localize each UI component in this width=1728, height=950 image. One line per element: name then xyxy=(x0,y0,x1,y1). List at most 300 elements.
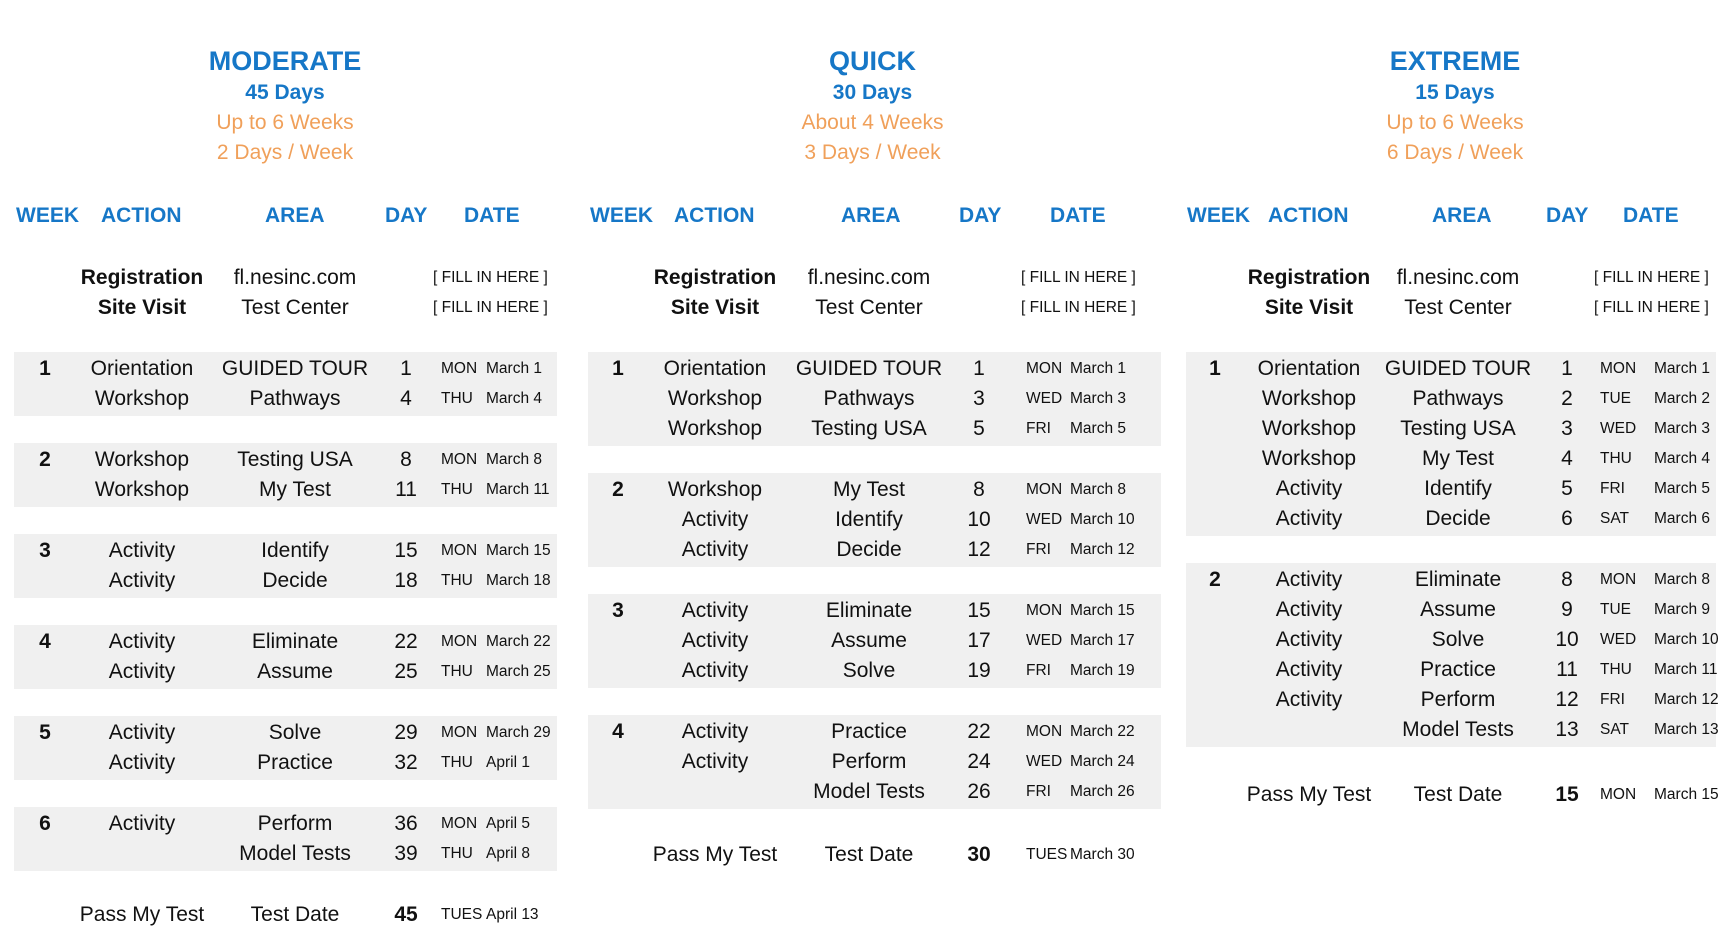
plan-duration: Up to 6 Weeks xyxy=(216,111,354,134)
day-of-week: WED xyxy=(1026,511,1063,528)
week-number: 5 xyxy=(39,721,51,744)
setup-area: Test Center xyxy=(1404,296,1512,319)
action: Activity xyxy=(1275,568,1343,591)
action: Activity xyxy=(1275,507,1343,530)
day-of-week: THU xyxy=(441,663,473,680)
area: Decide xyxy=(1425,507,1491,530)
schedule-row xyxy=(1186,504,1716,534)
calendar-date: March 11 xyxy=(1654,661,1718,678)
day-of-week: MON xyxy=(1026,481,1063,498)
action: Activity xyxy=(681,750,749,773)
header-week: WEEK xyxy=(1187,204,1250,227)
area: Solve xyxy=(842,659,896,682)
day-number: 4 xyxy=(400,387,412,410)
schedule-row xyxy=(1186,414,1716,444)
day-of-week: MON xyxy=(441,360,478,377)
final-day-of-week: TUES xyxy=(441,906,483,923)
action: Workshop xyxy=(1261,417,1357,440)
day-of-week: SAT xyxy=(1600,721,1629,738)
schedule-row xyxy=(588,777,1161,807)
action: Activity xyxy=(681,659,749,682)
day-number: 11 xyxy=(1556,658,1578,681)
action: Orientation xyxy=(90,357,194,380)
day-number: 17 xyxy=(967,629,991,652)
day-of-week: FRI xyxy=(1026,783,1051,800)
calendar-date: March 8 xyxy=(486,451,542,468)
day-of-week: FRI xyxy=(1026,420,1051,437)
day-of-week: SAT xyxy=(1600,510,1629,527)
day-number: 29 xyxy=(394,721,418,744)
week-number: 1 xyxy=(39,357,51,380)
schedule-row xyxy=(588,384,1161,414)
header-week: WEEK xyxy=(16,204,79,227)
schedule-row xyxy=(588,656,1161,686)
area: Assume xyxy=(1420,598,1496,621)
calendar-date: March 15 xyxy=(486,542,551,559)
calendar-date: March 4 xyxy=(486,390,542,407)
action: Activity xyxy=(108,569,176,592)
day-number: 4 xyxy=(1561,447,1573,470)
calendar-date: April 8 xyxy=(486,845,530,862)
area: Assume xyxy=(831,629,907,652)
week-group xyxy=(1186,563,1719,747)
calendar-date: March 17 xyxy=(1070,632,1135,649)
action: Workshop xyxy=(94,387,190,410)
day-of-week: MON xyxy=(1026,360,1063,377)
calendar-date: March 5 xyxy=(1070,420,1126,437)
week-group xyxy=(14,443,557,507)
day-number: 1 xyxy=(973,357,985,380)
setup-action: Site Visit xyxy=(1264,296,1354,319)
final-day-of-week: TUES xyxy=(1026,846,1068,863)
final-area: Test Date xyxy=(824,843,914,866)
week-number: 2 xyxy=(1209,568,1221,591)
week-number: 6 xyxy=(39,812,51,835)
setup-date-placeholder: [ FILL IN HERE ] xyxy=(1594,269,1709,286)
schedule-row xyxy=(1186,474,1716,504)
calendar-date: March 6 xyxy=(1654,510,1710,527)
day-of-week: MON xyxy=(441,724,478,741)
day-of-week: FRI xyxy=(1600,480,1625,497)
day-number: 25 xyxy=(394,660,418,683)
day-of-week: FRI xyxy=(1026,662,1051,679)
schedule-row xyxy=(588,626,1161,656)
plan-title: MODERATE xyxy=(208,46,362,76)
week-group xyxy=(14,625,557,689)
plan-days: 30 Days xyxy=(832,81,913,104)
action: Activity xyxy=(681,538,749,561)
schedule-row xyxy=(14,839,557,869)
plan-frequency: 3 Days / Week xyxy=(804,141,941,164)
schedule-row xyxy=(14,566,557,596)
header-action: ACTION xyxy=(1268,204,1349,227)
area: Testing USA xyxy=(1400,417,1516,440)
action: Workshop xyxy=(667,478,763,501)
setup-area: fl.nesinc.com xyxy=(807,266,931,289)
schedule-row xyxy=(14,748,557,778)
final-day: 30 xyxy=(967,843,991,866)
area: Decide xyxy=(836,538,902,561)
area: Pathways xyxy=(249,387,341,410)
day-number: 24 xyxy=(967,750,991,773)
week-group xyxy=(14,352,557,416)
action: Activity xyxy=(108,751,176,774)
schedule-row xyxy=(14,627,557,657)
area: Decide xyxy=(262,569,328,592)
week-number: 2 xyxy=(612,478,624,501)
calendar-date: March 4 xyxy=(1654,450,1710,467)
day-number: 1 xyxy=(400,357,412,380)
day-number: 32 xyxy=(394,751,418,774)
calendar-date: April 5 xyxy=(486,815,530,832)
schedule-row xyxy=(1186,655,1716,685)
calendar-date: March 8 xyxy=(1654,571,1710,588)
area: Model Tests xyxy=(239,842,351,865)
calendar-date: March 22 xyxy=(1070,723,1135,740)
day-of-week: THU xyxy=(1600,450,1632,467)
calendar-date: March 10 xyxy=(1070,511,1135,528)
action: Workshop xyxy=(1261,387,1357,410)
action: Activity xyxy=(108,630,176,653)
plan-frequency: 6 Days / Week xyxy=(1386,141,1524,164)
schedule-row xyxy=(588,505,1161,535)
action: Workshop xyxy=(667,417,763,440)
action: Activity xyxy=(681,599,749,622)
day-of-week: THU xyxy=(441,845,473,862)
day-of-week: THU xyxy=(441,390,473,407)
calendar-date: March 15 xyxy=(1070,602,1135,619)
header-week: WEEK xyxy=(590,204,653,227)
day-number: 9 xyxy=(1561,598,1573,621)
plan-title: EXTREME xyxy=(1389,46,1521,76)
schedule-row xyxy=(588,596,1161,626)
week-group xyxy=(14,534,557,598)
action: Activity xyxy=(108,660,176,683)
day-number: 10 xyxy=(967,508,991,531)
day-of-week: WED xyxy=(1026,753,1063,770)
area: Perform xyxy=(831,750,907,773)
area: Eliminate xyxy=(251,630,339,653)
action: Activity xyxy=(681,508,749,531)
plan-duration: About 4 Weeks xyxy=(801,111,944,134)
final-action: Pass My Test xyxy=(79,903,205,926)
area: Perform xyxy=(257,812,333,835)
day-of-week: THU xyxy=(441,572,473,589)
area: GUIDED TOUR xyxy=(795,357,943,380)
week-group xyxy=(14,807,557,871)
setup-row xyxy=(584,263,1161,293)
action: Orientation xyxy=(663,357,767,380)
calendar-date: March 1 xyxy=(1070,360,1126,377)
day-of-week: FRI xyxy=(1600,691,1625,708)
final-action: Pass My Test xyxy=(652,843,778,866)
setup-row xyxy=(0,293,570,323)
day-of-week: MON xyxy=(1026,723,1063,740)
calendar-date: March 29 xyxy=(486,724,551,741)
setup-action: Registration xyxy=(653,266,777,289)
action: Activity xyxy=(681,629,749,652)
setup-row xyxy=(1182,293,1728,323)
header-date: DATE xyxy=(1623,204,1679,227)
action: Activity xyxy=(1275,688,1343,711)
week-group xyxy=(588,594,1161,688)
column-headers xyxy=(1182,204,1728,232)
setup-action: Site Visit xyxy=(670,296,760,319)
schedule-row xyxy=(1186,384,1716,414)
day-of-week: TUE xyxy=(1600,601,1631,618)
area: My Test xyxy=(259,478,331,501)
setup-action: Site Visit xyxy=(97,296,187,319)
header-day: DAY xyxy=(1546,204,1589,227)
day-of-week: MON xyxy=(441,633,478,650)
plan-days: 15 Days xyxy=(1415,81,1495,104)
day-number: 8 xyxy=(1561,568,1573,591)
day-number: 5 xyxy=(1561,477,1573,500)
calendar-date: March 5 xyxy=(1654,480,1710,497)
calendar-date: March 10 xyxy=(1654,631,1719,648)
area: Practice xyxy=(257,751,333,774)
plan-heading xyxy=(0,44,570,168)
setup-area: Test Center xyxy=(815,296,923,319)
calendar-date: March 9 xyxy=(1654,601,1710,618)
setup-date-placeholder: [ FILL IN HERE ] xyxy=(1021,269,1136,286)
schedule-row xyxy=(588,717,1161,747)
calendar-date: March 1 xyxy=(486,360,542,377)
header-date: DATE xyxy=(1050,204,1106,227)
day-of-week: WED xyxy=(1026,390,1063,407)
week-number: 3 xyxy=(612,599,624,622)
setup-area: fl.nesinc.com xyxy=(1396,266,1520,289)
test-date-row xyxy=(584,840,1161,870)
week-group xyxy=(1186,352,1716,536)
calendar-date: March 2 xyxy=(1654,390,1710,407)
week-group xyxy=(14,716,557,780)
setup-date-placeholder: [ FILL IN HERE ] xyxy=(1594,299,1709,316)
week-group xyxy=(588,352,1161,446)
day-number: 39 xyxy=(394,842,418,865)
day-of-week: FRI xyxy=(1026,541,1051,558)
final-action: Pass My Test xyxy=(1246,783,1372,806)
schedule-row xyxy=(14,354,557,384)
action: Activity xyxy=(681,720,749,743)
day-of-week: MON xyxy=(441,451,478,468)
schedule-row xyxy=(1186,685,1719,715)
schedule-row xyxy=(14,475,557,505)
day-number: 8 xyxy=(400,448,412,471)
day-number: 36 xyxy=(394,812,418,835)
column-headers xyxy=(584,204,1161,232)
plan-heading xyxy=(584,44,1161,168)
day-number: 3 xyxy=(1561,417,1573,440)
final-day-of-week: MON xyxy=(1600,786,1637,803)
day-of-week: THU xyxy=(441,481,473,498)
header-day: DAY xyxy=(959,204,1002,227)
schedule-row xyxy=(588,535,1161,565)
plan-days: 45 Days xyxy=(245,81,325,104)
day-number: 1 xyxy=(1561,357,1573,380)
area: Pathways xyxy=(823,387,915,410)
area: Testing USA xyxy=(237,448,353,471)
area: Model Tests xyxy=(813,780,925,803)
schedule-row xyxy=(14,657,557,687)
setup-section xyxy=(0,263,570,323)
day-of-week: WED xyxy=(1600,631,1637,648)
final-area: Test Date xyxy=(250,903,340,926)
calendar-date: March 8 xyxy=(1070,481,1126,498)
setup-area: fl.nesinc.com xyxy=(233,266,357,289)
week-number: 2 xyxy=(39,448,51,471)
action: Workshop xyxy=(94,478,190,501)
action: Activity xyxy=(1275,477,1343,500)
day-number: 13 xyxy=(1555,718,1579,741)
schedule-row xyxy=(14,384,557,414)
day-number: 26 xyxy=(967,780,991,803)
header-action: ACTION xyxy=(674,204,755,227)
day-number: 22 xyxy=(394,630,418,653)
calendar-date: March 1 xyxy=(1654,360,1710,377)
week-group xyxy=(588,715,1161,809)
schedule-row xyxy=(14,445,557,475)
setup-action: Registration xyxy=(1247,266,1371,289)
day-number: 8 xyxy=(973,478,985,501)
plan-title: QUICK xyxy=(829,46,916,76)
area: Solve xyxy=(1431,628,1485,651)
week-number: 1 xyxy=(1209,357,1221,380)
day-number: 11 xyxy=(395,478,417,501)
test-date-row xyxy=(0,900,570,930)
day-number: 22 xyxy=(967,720,991,743)
schedule-row xyxy=(588,414,1161,444)
area: Solve xyxy=(268,721,322,744)
area: Eliminate xyxy=(1414,568,1502,591)
final-area: Test Date xyxy=(1413,783,1503,806)
day-number: 5 xyxy=(973,417,985,440)
setup-row xyxy=(1182,263,1728,293)
final-date: March 15 xyxy=(1654,786,1719,803)
day-of-week: MON xyxy=(1600,360,1637,377)
day-number: 3 xyxy=(973,387,985,410)
day-of-week: TUE xyxy=(1600,390,1631,407)
day-of-week: MON xyxy=(441,542,478,559)
area: Identify xyxy=(835,508,903,531)
action: Activity xyxy=(1275,598,1343,621)
final-day: 15 xyxy=(1555,783,1579,806)
setup-row xyxy=(0,263,570,293)
setup-area: Test Center xyxy=(241,296,349,319)
day-number: 12 xyxy=(967,538,991,561)
schedule-row xyxy=(1186,565,1716,595)
header-area: AREA xyxy=(841,204,901,227)
area: Assume xyxy=(257,660,333,683)
calendar-date: March 12 xyxy=(1070,541,1135,558)
final-date: April 13 xyxy=(486,906,539,923)
schedule-row xyxy=(588,747,1161,777)
calendar-date: March 12 xyxy=(1654,691,1719,708)
setup-date-placeholder: [ FILL IN HERE ] xyxy=(433,269,548,286)
setup-date-placeholder: [ FILL IN HERE ] xyxy=(1021,299,1136,316)
plan-frequency: 2 Days / Week xyxy=(216,141,354,164)
schedule-row xyxy=(14,718,557,748)
area: Eliminate xyxy=(825,599,913,622)
area: Perform xyxy=(1420,688,1496,711)
header-area: AREA xyxy=(265,204,325,227)
week-number: 3 xyxy=(39,539,51,562)
day-number: 10 xyxy=(1555,628,1579,651)
day-number: 18 xyxy=(394,569,418,592)
setup-date-placeholder: [ FILL IN HERE ] xyxy=(433,299,548,316)
calendar-date: March 25 xyxy=(486,663,551,680)
action: Workshop xyxy=(1261,447,1357,470)
setup-section xyxy=(584,263,1161,323)
calendar-date: March 26 xyxy=(1070,783,1135,800)
area: Pathways xyxy=(1412,387,1504,410)
action: Activity xyxy=(108,812,176,835)
day-of-week: THU xyxy=(441,754,473,771)
area: Testing USA xyxy=(811,417,927,440)
area: Model Tests xyxy=(1402,718,1514,741)
week-number: 4 xyxy=(39,630,51,653)
setup-action: Registration xyxy=(80,266,204,289)
area: Practice xyxy=(1420,658,1496,681)
test-date-row xyxy=(1182,780,1728,810)
area: Identify xyxy=(1424,477,1492,500)
day-of-week: MON xyxy=(1026,602,1063,619)
calendar-date: March 11 xyxy=(486,481,550,498)
schedule-row xyxy=(1186,444,1716,474)
day-number: 15 xyxy=(394,539,418,562)
week-group xyxy=(588,473,1161,567)
header-area: AREA xyxy=(1432,204,1492,227)
calendar-date: March 18 xyxy=(486,572,551,589)
action: Activity xyxy=(108,539,176,562)
area: GUIDED TOUR xyxy=(1384,357,1532,380)
schedule-row xyxy=(588,475,1161,505)
action: Workshop xyxy=(667,387,763,410)
schedule-row xyxy=(1186,354,1716,384)
calendar-date: March 22 xyxy=(486,633,551,650)
action: Activity xyxy=(1275,658,1343,681)
day-of-week: WED xyxy=(1026,632,1063,649)
calendar-date: March 3 xyxy=(1070,390,1126,407)
calendar-date: March 19 xyxy=(1070,662,1135,679)
header-action: ACTION xyxy=(101,204,182,227)
day-number: 19 xyxy=(967,659,991,682)
day-of-week: WED xyxy=(1600,420,1637,437)
day-of-week: THU xyxy=(1600,661,1632,678)
calendar-date: April 1 xyxy=(486,754,530,771)
area: Practice xyxy=(831,720,907,743)
header-day: DAY xyxy=(385,204,428,227)
calendar-date: March 24 xyxy=(1070,753,1135,770)
area: Identify xyxy=(261,539,329,562)
action: Orientation xyxy=(1257,357,1361,380)
day-number: 6 xyxy=(1561,507,1573,530)
day-of-week: MON xyxy=(1600,571,1637,588)
final-day: 45 xyxy=(394,903,418,926)
day-of-week: MON xyxy=(441,815,478,832)
action: Workshop xyxy=(94,448,190,471)
area: My Test xyxy=(833,478,905,501)
final-date: March 30 xyxy=(1070,846,1135,863)
area: GUIDED TOUR xyxy=(221,357,369,380)
day-number: 15 xyxy=(967,599,991,622)
action: Activity xyxy=(108,721,176,744)
header-date: DATE xyxy=(464,204,520,227)
column-headers xyxy=(0,204,570,232)
schedule-row xyxy=(14,809,557,839)
action: Activity xyxy=(1275,628,1343,651)
week-number: 4 xyxy=(612,720,624,743)
